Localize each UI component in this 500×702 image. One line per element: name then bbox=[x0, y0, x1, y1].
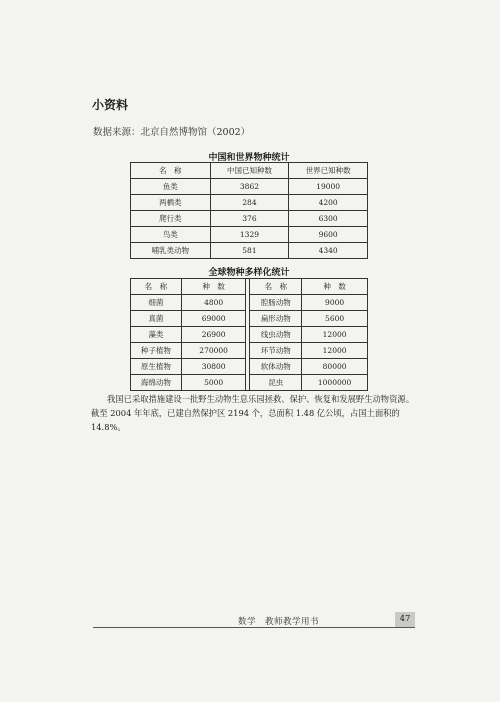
table-cell: 昆虫 bbox=[250, 375, 302, 391]
table-cell: 5600 bbox=[302, 311, 368, 327]
table-cell: 69000 bbox=[181, 311, 246, 327]
table-cell: 4800 bbox=[181, 295, 246, 311]
table-row bbox=[131, 295, 368, 311]
table-cell: 581 bbox=[210, 243, 289, 259]
column-header: 名 称 bbox=[131, 163, 211, 179]
table-row bbox=[131, 243, 368, 259]
table-cell: 两栖类 bbox=[131, 195, 211, 211]
column-header: 种 数 bbox=[181, 279, 246, 295]
table-row bbox=[131, 311, 368, 327]
table-cell: 80000 bbox=[302, 359, 368, 375]
footer-book-title: 数学 教师教学用书 bbox=[238, 617, 320, 627]
table-row bbox=[131, 343, 368, 359]
table-cell: 1000000 bbox=[302, 375, 368, 391]
column-header: 中国已知种数 bbox=[210, 163, 289, 179]
table-cell: 鸟类 bbox=[131, 227, 211, 243]
global-species-diversity-table bbox=[130, 278, 368, 391]
table-cell: 4200 bbox=[289, 195, 368, 211]
table-row bbox=[131, 195, 368, 211]
body-paragraph: 我国已采取措施建设一批野生动物生息乐园拯救、保护、恢复和发展野生动物资源。截至 2004 年年底，已建自然保护区 2194 个，总面积 1.48 亿公顷，占国土面积的 14.8%。 bbox=[91, 394, 414, 432]
column-header: 种 数 bbox=[302, 279, 368, 295]
page-number: 47 bbox=[395, 612, 415, 627]
table-cell: 284 bbox=[210, 195, 289, 211]
table-header-row bbox=[131, 279, 368, 295]
table-cell: 12000 bbox=[302, 343, 368, 359]
table-cell: 真菌 bbox=[131, 311, 182, 327]
table-cell: 26900 bbox=[181, 327, 246, 343]
table-cell: 软体动物 bbox=[250, 359, 302, 375]
table-cell: 鱼类 bbox=[131, 179, 211, 195]
table-cell: 藻类 bbox=[131, 327, 182, 343]
table-cell: 爬行类 bbox=[131, 211, 211, 227]
table-cell: 3862 bbox=[210, 179, 289, 195]
table-row bbox=[131, 375, 368, 391]
table-cell: 30800 bbox=[181, 359, 246, 375]
data-source-line: 数据来源：北京自然博物馆（2002） bbox=[93, 127, 251, 138]
table-cell: 细菌 bbox=[131, 295, 182, 311]
table-cell: 270000 bbox=[181, 343, 246, 359]
table-cell: 腔肠动物 bbox=[250, 295, 302, 311]
table-row bbox=[131, 359, 368, 375]
table-header-row bbox=[131, 163, 368, 179]
table-cell: 1329 bbox=[210, 227, 289, 243]
table-cell: 19000 bbox=[289, 179, 368, 195]
table-cell: 376 bbox=[210, 211, 289, 227]
section-title: 小资料 bbox=[92, 98, 129, 112]
china-world-species-table bbox=[130, 162, 368, 259]
table-cell: 扁形动物 bbox=[250, 311, 302, 327]
table-cell: 线虫动物 bbox=[250, 327, 302, 343]
table-cell: 12000 bbox=[302, 327, 368, 343]
table-cell: 9000 bbox=[302, 295, 368, 311]
table-cell: 6300 bbox=[289, 211, 368, 227]
table-row bbox=[131, 227, 368, 243]
table-cell: 原生植物 bbox=[131, 359, 182, 375]
table-cell: 5000 bbox=[181, 375, 246, 391]
table-cell: 环节动物 bbox=[250, 343, 302, 359]
column-header: 名 称 bbox=[131, 279, 182, 295]
table-cell: 种子植物 bbox=[131, 343, 182, 359]
column-header: 世界已知种数 bbox=[289, 163, 368, 179]
footer-rule bbox=[93, 627, 415, 628]
table-row bbox=[131, 211, 368, 227]
table-cell: 哺乳类动物 bbox=[131, 243, 211, 259]
table-row bbox=[131, 179, 368, 195]
column-header: 名 称 bbox=[250, 279, 302, 295]
table-cell: 4340 bbox=[289, 243, 368, 259]
table2-caption: 全球物种多样化统计 bbox=[208, 268, 290, 278]
table-row bbox=[131, 327, 368, 343]
table-cell: 海绵动物 bbox=[131, 375, 182, 391]
table-cell: 9600 bbox=[289, 227, 368, 243]
table1-caption: 中国和世界物种统计 bbox=[208, 153, 290, 163]
